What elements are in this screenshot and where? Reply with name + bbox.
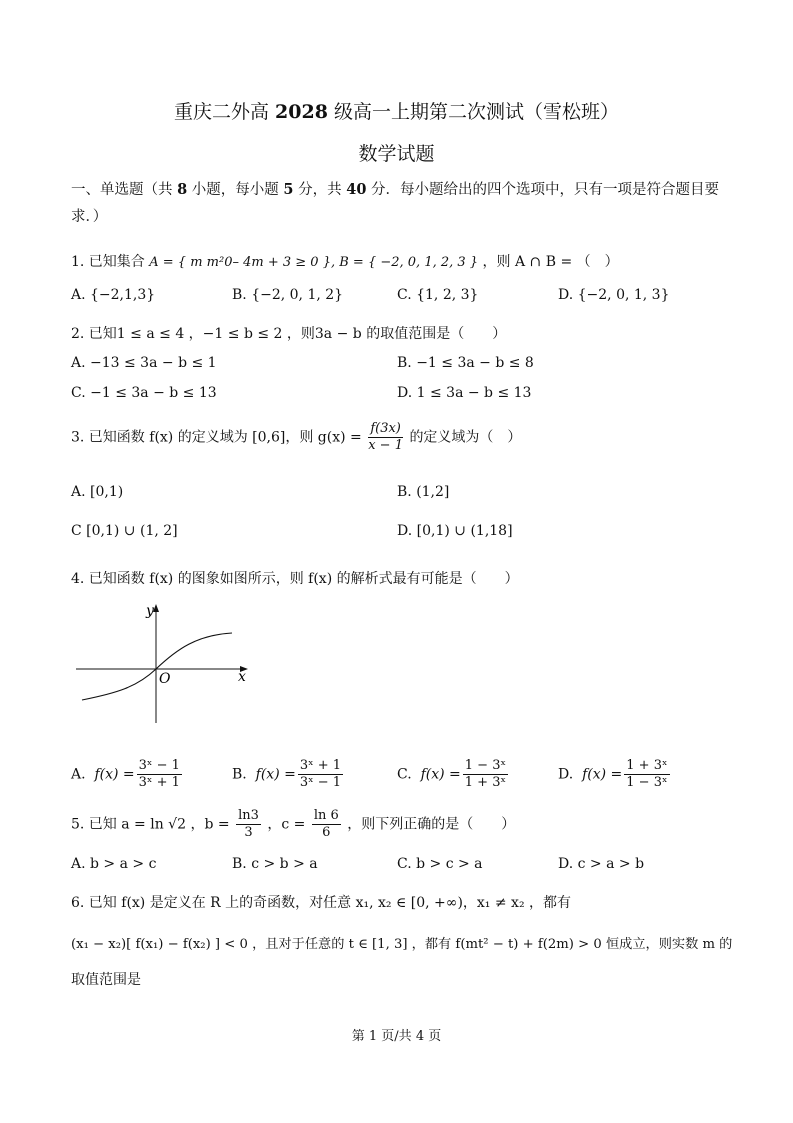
section-text-b: 小题，每小题 (187, 182, 284, 198)
q2-option-d: D. 1 ≤ 3a − b ≤ 13 (397, 385, 532, 401)
function-curve (82, 633, 232, 700)
q1-option-b: B. {−2, 0, 1, 2} (232, 287, 344, 303)
q4-option-c-frac (463, 758, 508, 791)
q4-option-a-den: 3ˣ + 1 (138, 775, 180, 790)
section-text-d: 分．每小题给出的四个选项中，只有一项是符合题目要求．） (71, 182, 720, 225)
section-text-a: 一、单选题（共 (71, 182, 178, 198)
q6-line-1: 6. 已知 f(x) 是定义在 R 上的奇函数，对任意 x₁, x₂ ∈ [0, +∞)，x₁ ≠ x₂ ，都有 (71, 895, 571, 911)
q1-stem-a: 1. 已知集合 (71, 254, 145, 270)
q2-option-c: C. −1 ≤ 3a − b ≤ 13 (71, 385, 217, 401)
q3-fraction-den: x − 1 (368, 438, 403, 453)
q1-stem (71, 251, 619, 271)
page-footer: 第 1 页/共 4 页 (351, 1029, 442, 1044)
section-score-each: 5 (283, 181, 294, 198)
q1-set-b: , B = { −2, 0, 1, 2, 3 } (330, 255, 479, 270)
q5-option-a: A. b > a > c (71, 856, 157, 872)
q5-option-d: D. c > a > b (558, 856, 645, 872)
q5-stem (71, 808, 515, 841)
q3-fraction (368, 421, 403, 454)
q4-option-d (558, 758, 672, 791)
q4-option-d-frac (624, 758, 669, 791)
title-post: 级高一上期第二次测试（雪松班） (327, 101, 619, 123)
q4-option-a-lhs: f(x) = (94, 766, 135, 783)
q5-stem-a: 5. 已知 a = ln √2 ，b = (71, 816, 230, 833)
q5-option-b: B. c > b > a (232, 856, 318, 872)
q4-option-b (232, 758, 345, 791)
q3-stem-b: 的定义域为（ ） (409, 429, 522, 446)
q4-option-c-lhs: f(x) = (420, 766, 461, 783)
q5-b-den: 3 (244, 825, 253, 840)
q5-c-fraction (312, 808, 341, 841)
section-total: 40 (346, 181, 367, 198)
q4-option-c-num: 1 − 3ˣ (464, 758, 506, 773)
q4-option-c-den: 1 + 3ˣ (464, 775, 506, 790)
q1-option-c: C. {1, 2, 3} (397, 287, 479, 303)
q4-option-d-num: 1 + 3ˣ (626, 758, 668, 773)
origin-label: O (159, 671, 171, 687)
x-axis-label: x (238, 669, 246, 685)
q4-option-b-num: 3ˣ + 1 (299, 758, 342, 773)
q4-option-b-lhs: f(x) = (255, 766, 296, 783)
q3-option-d: D. [0,1) ∪ (1,18] (397, 523, 513, 539)
q1-set-a: A = { m m²0– 4m + 3 ≥ 0 } (149, 255, 331, 270)
q4-option-b-den: 3ˣ − 1 (299, 775, 342, 790)
q4-option-d-den: 1 − 3ˣ (626, 775, 668, 790)
q5-option-c: C. b > c > a (397, 856, 483, 872)
title-pre: 重庆二外高 (174, 101, 276, 123)
q1-option-d: D. {−2, 0, 1, 3} (558, 287, 670, 303)
q4-option-c-label: C. (397, 766, 412, 783)
section-heading (71, 176, 731, 231)
q4-option-d-lhs: f(x) = (582, 766, 623, 783)
q4-option-c (397, 758, 510, 791)
q3-stem-a: 3. 已知函数 f(x) 的定义域为 [0,6]，则 g(x) = (71, 429, 362, 446)
y-axis-label: y (146, 603, 154, 619)
q1-stem-b: ，则 A ∩ B = （ ） (482, 254, 619, 270)
q5-stem-c: ，则下列正确的是（ ） (347, 816, 516, 833)
exam-title (0, 97, 793, 124)
title-year: 2028 (275, 101, 328, 123)
section-count: 8 (177, 181, 188, 198)
q4-option-d-label: D. (558, 766, 574, 783)
q2-option-b: B. −1 ≤ 3a − b ≤ 8 (397, 355, 534, 371)
q4-option-b-label: B. (232, 766, 247, 783)
q4-option-a (71, 758, 184, 791)
q5-b-fraction (236, 808, 261, 841)
q5-c-den: 6 (322, 825, 331, 840)
q4-option-a-frac (137, 758, 182, 791)
q3-stem (71, 421, 521, 454)
q4-function-graph (72, 601, 252, 725)
q5-c-num: ln 6 (313, 808, 339, 823)
q4-stem: 4. 已知函数 f(x) 的图象如图所示，则 f(x) 的解析式最有可能是（ ） (71, 571, 519, 587)
exam-subtitle: 数学试题 (358, 143, 435, 165)
section-text-c: 分，共 (293, 182, 347, 198)
q3-option-b: B. (1,2] (397, 484, 450, 500)
q4-option-a-num: 3ˣ − 1 (138, 758, 180, 773)
q2-option-a: A. −13 ≤ 3a − b ≤ 1 (71, 355, 217, 371)
q3-fraction-num: f(3x) (368, 421, 403, 438)
q1-option-a: A. {−2,1,3} (71, 287, 156, 303)
q5-b-num: ln3 (238, 808, 259, 823)
q4-option-b-frac (298, 758, 343, 791)
q4-option-a-label: A. (71, 766, 86, 783)
q6-line-2: (x₁ − x₂)[ f(x₁) − f(x₂) ] < 0 ，且对于任意的 t ∈ [1, 3] ，都有 f(mt² − t) + f(2m) > 0 恒成立，则实数 m 的 (71, 937, 733, 952)
q3-option-a: A. [0,1) (71, 484, 124, 500)
q3-option-c: C [0,1) ∪ (1, 2] (71, 523, 178, 539)
q5-stem-b: ，c = (267, 816, 306, 833)
q6-line-3: 取值范围是 (71, 972, 141, 988)
q2-stem: 2. 已知1 ≤ a ≤ 4 ，−1 ≤ b ≤ 2 ，则3a − b 的取值范围是（ ） (71, 326, 507, 342)
